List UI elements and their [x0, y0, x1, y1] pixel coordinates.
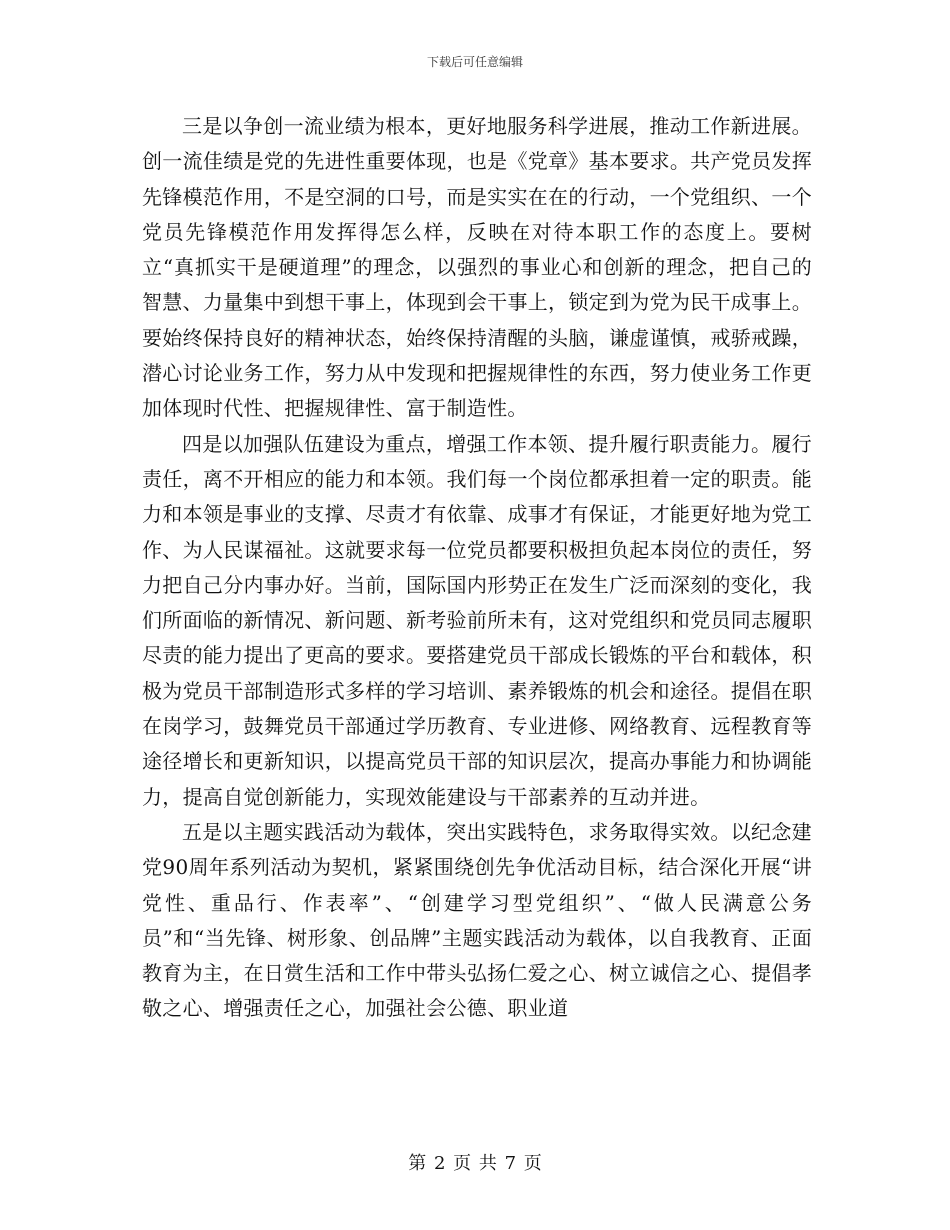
paragraph-3-performance: 三是以争创一流业绩为根本，更好地服务科学进展，推动工作新进展。创一流佳绩是党的先进性重要体现，也是《党章》基本要求。共产党员发挥先锋模范作用，不是空洞的口号，而是实实在在的行动，一个党组织、一个党员先锋模范作用发挥得怎么样，反映在对待本职工作的态度上。要树立“真抓实干是硬道理”的理念，以强烈的事业心和创新的理念，把自己的智慧、力量集中到想干事上，体现到会干事上，锁定到为党为民干成事上。要始终保持良好的精神状态，始终保持清醒的头脑，谦虚谨慎，戒骄戒躁，潜心讨论业务工作，努力从中发现和把握规律性的东西，努力使业务工作更加体现时代性、把握规律性、富于制造性。	[142, 114, 812, 421]
page-header-note: 下载后可任意编辑	[426, 55, 523, 69]
document-body	[142, 109, 812, 1027]
paragraph-4-team-building: 四是以加强队伍建设为重点，增强工作本领、提升履行职责能力。履行责任，离不开相应的能力和本领。我们每一个岗位都承担着一定的职责。能力和本领是事业的支撑、尽责才有依靠、成事才有保证，才能更好地为党工作、为人民谋福祉。这就要求每一位党员都要积极担负起本岗位的责任，努力把自己分内事办好。当前，国际国内形势正在发生广泛而深刻的变化，我们所面临的新情况、新问题、新考验前所未有，这对党组织和党员同志履职尽责的能力提出了更高的要求。要搭建党员干部成长锻炼的平台和载体，积极为党员干部制造形式多样的学习培训、素养锻炼的机会和途径。提倡在职在岗学习，鼓舞党员干部通过学历教育、专业进修、网络教育、远程教育等途径增长和更新知识，以提高党员干部的知识层次，提高办事能力和协调能力，提高自觉创新能力，实现效能建设与干部素养的互动并进。	[142, 431, 812, 809]
page-number-footer: 第 2 页 共 7 页	[408, 1153, 542, 1174]
paragraph-5-practice-activities: 五是以主题实践活动为载体，突出实践特色，求务取得实效。以纪念建党90周年系列活动为契机，紧紧围绕创先争优活动目标，结合深化开展“讲党性、重品行、作表率”、“创建学习型党组织”、“做人民满意公务员”和“当先锋、树形象、创品牌”主题实践活动为载体，以自我教育、正面教育为主，在日赏生活和工作中带头弘扬仁爱之心、树立诚信之心、提倡孝敬之心、增强责任之心，加强社会公德、职业道	[142, 819, 812, 1021]
